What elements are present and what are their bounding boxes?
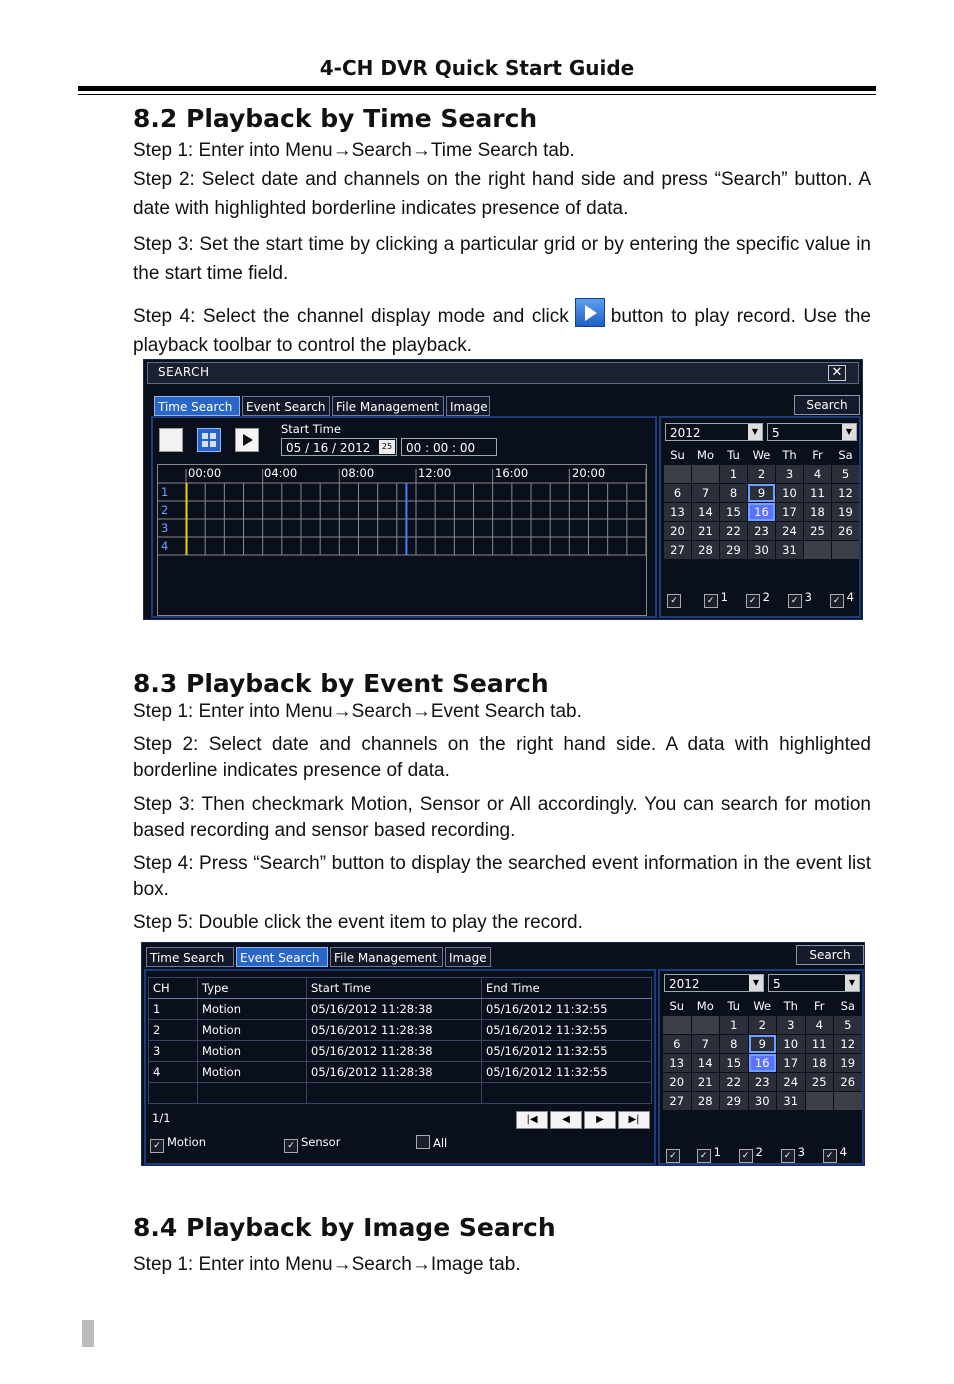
cell-end: 05/16/2012 11:32:55 bbox=[482, 999, 652, 1020]
time-search-screen bbox=[143, 359, 863, 620]
window-title: SEARCH bbox=[158, 365, 210, 379]
calendar-day[interactable]: 10 bbox=[777, 1035, 805, 1053]
weekday-header: Tu bbox=[720, 446, 747, 464]
step-4-part-b: button to play record. Use the playback toolbar to control the playback. bbox=[133, 306, 871, 356]
calendar-day[interactable]: 4 bbox=[806, 1016, 834, 1034]
channel-checkbox[interactable]: ✓ 1 bbox=[704, 590, 728, 604]
calendar-empty-cell bbox=[806, 1092, 834, 1110]
channel-checkbox-label: 3 bbox=[797, 1145, 805, 1159]
calendar-day[interactable]: 5 bbox=[834, 1016, 862, 1034]
calendar-grid bbox=[664, 446, 859, 559]
month-select[interactable] bbox=[767, 423, 857, 441]
channel-checkbox[interactable]: ✓ 3 bbox=[788, 590, 812, 604]
cell-start: 05/16/2012 11:28:38 bbox=[307, 1062, 482, 1083]
timeline-panel bbox=[151, 416, 657, 618]
calendar-empty-cell bbox=[692, 1016, 720, 1034]
motion-label: Motion bbox=[167, 1135, 206, 1149]
channel-checkbox-label: 4 bbox=[846, 590, 854, 604]
weekday-header: Th bbox=[776, 446, 803, 464]
calendar-empty-cell bbox=[692, 465, 719, 483]
chevron-down-icon: ▼ bbox=[749, 975, 763, 991]
weekday-header: We bbox=[749, 997, 777, 1015]
search-button[interactable]: Search bbox=[796, 945, 864, 965]
tab-file-management[interactable]: File Management bbox=[330, 947, 443, 967]
calendar-day[interactable]: 18 bbox=[804, 503, 831, 521]
month-select[interactable] bbox=[768, 974, 860, 992]
calendar-day[interactable]: 4 bbox=[804, 465, 831, 483]
calendar-day[interactable]: 20 bbox=[664, 522, 691, 540]
prev-page-icon[interactable]: ◀ bbox=[550, 1111, 582, 1129]
event-list-panel bbox=[144, 969, 656, 1165]
timeline-grid[interactable] bbox=[157, 464, 647, 616]
channel-checkbox-label: 2 bbox=[755, 1145, 763, 1159]
tab-file-management[interactable]: File Management bbox=[332, 396, 444, 416]
weekday-header: Tu bbox=[720, 997, 748, 1015]
play-button[interactable] bbox=[235, 428, 259, 452]
calendar-day[interactable]: 6 bbox=[664, 484, 691, 502]
start-date-value: 05 / 16 / 2012 bbox=[286, 441, 371, 455]
calendar-day[interactable]: 26 bbox=[834, 1073, 862, 1091]
calendar-day[interactable]: 8 bbox=[720, 484, 747, 502]
tab-event-search[interactable]: Event Search bbox=[242, 396, 330, 416]
cell-end: 05/16/2012 11:32:55 bbox=[482, 1062, 652, 1083]
calendar-empty-cell bbox=[832, 541, 859, 559]
calendar-panel bbox=[659, 416, 861, 618]
calendar-day[interactable]: 12 bbox=[834, 1035, 862, 1053]
calendar-day[interactable]: 28 bbox=[692, 1092, 720, 1110]
column-header: Start Time bbox=[307, 978, 482, 999]
calendar-day[interactable]: 13 bbox=[663, 1054, 691, 1072]
quad-view-icon[interactable] bbox=[197, 428, 221, 452]
step-2-text: Step 2: Select date and channels on the right hand side. A data with highlighted borderline indicates presence of data. bbox=[133, 734, 871, 781]
channel-checkbox[interactable]: ✓ 1 bbox=[697, 1145, 721, 1159]
event-search-screen bbox=[141, 942, 865, 1166]
channel-label: 4 bbox=[161, 539, 169, 553]
calendar-day[interactable]: 13 bbox=[664, 503, 691, 521]
channel-label: 2 bbox=[161, 503, 169, 517]
calendar-day[interactable]: 25 bbox=[806, 1073, 834, 1091]
weekday-header: We bbox=[748, 446, 775, 464]
header-rule bbox=[78, 86, 876, 91]
cell-end: 05/16/2012 11:32:55 bbox=[482, 1041, 652, 1062]
calendar-day[interactable]: 3 bbox=[776, 465, 803, 483]
table-row[interactable] bbox=[149, 1062, 652, 1083]
calendar-day[interactable]: 15 bbox=[720, 503, 747, 521]
calendar-day[interactable]: 21 bbox=[692, 1073, 720, 1091]
weekday-header: Th bbox=[777, 997, 805, 1015]
section-title-8-4: 8.4 Playback by Image Search bbox=[133, 1213, 556, 1242]
calendar-day[interactable]: 1 bbox=[720, 465, 747, 483]
next-page-icon[interactable]: ▶ bbox=[584, 1111, 616, 1129]
channel-checkbox[interactable]: ✓ 3 bbox=[781, 1145, 805, 1159]
calendar-day[interactable]: 19 bbox=[834, 1054, 862, 1072]
calendar-day[interactable]: 17 bbox=[777, 1054, 805, 1072]
tab-image[interactable]: Image bbox=[445, 947, 491, 967]
cell-ch: 3 bbox=[149, 1041, 198, 1062]
timeline-label: 12:00 bbox=[418, 466, 452, 480]
calendar-icon[interactable]: 25 bbox=[379, 440, 395, 454]
channel-checkboxes bbox=[667, 590, 857, 608]
calendar-day[interactable]: 23 bbox=[748, 522, 775, 540]
calendar-day[interactable]: 25 bbox=[804, 522, 831, 540]
tab-image[interactable]: Image bbox=[446, 396, 490, 416]
tab-event-search[interactable]: Event Search bbox=[236, 947, 328, 967]
start-time-field[interactable]: 00 : 00 : 00 bbox=[401, 438, 497, 456]
channel-checkbox-label: 2 bbox=[762, 590, 770, 604]
timeline-label: 08:00 bbox=[341, 466, 375, 480]
calendar-day[interactable]: 8 bbox=[720, 1035, 748, 1053]
calendar-day[interactable]: 16 bbox=[748, 503, 775, 521]
cell-type: Motion bbox=[198, 1062, 307, 1083]
calendar-day[interactable]: 16 bbox=[749, 1054, 777, 1072]
calendar-day[interactable]: 18 bbox=[806, 1054, 834, 1072]
calendar-day[interactable]: 9 bbox=[748, 484, 775, 502]
table-header-row bbox=[149, 978, 652, 999]
weekday-header: Mo bbox=[692, 997, 720, 1015]
last-page-icon[interactable]: ▶| bbox=[618, 1111, 650, 1129]
chevron-down-icon: ▼ bbox=[845, 975, 859, 991]
all-channels-checkbox[interactable]: ✓ bbox=[667, 590, 684, 604]
calendar-day[interactable]: 1 bbox=[720, 1016, 748, 1034]
first-page-icon[interactable]: |◀ bbox=[516, 1111, 548, 1129]
channel-checkbox[interactable]: ✓ 4 bbox=[830, 590, 854, 604]
step-1-text: Step 1: Enter into Menu→Search→Image tab. bbox=[133, 1254, 521, 1275]
weekday-header: Su bbox=[664, 446, 691, 464]
calendar-day[interactable]: 9 bbox=[749, 1035, 777, 1053]
calendar-day[interactable]: 23 bbox=[749, 1073, 777, 1091]
play-icon bbox=[575, 298, 605, 327]
step-4-text bbox=[133, 298, 871, 360]
weekday-header: Sa bbox=[832, 446, 859, 464]
step-1-text: Step 1: Enter into Menu→Search→Time Search tab. bbox=[133, 140, 575, 161]
calendar-day[interactable]: 30 bbox=[748, 541, 775, 559]
column-header: End Time bbox=[482, 978, 652, 999]
timeline-label: 04:00 bbox=[264, 466, 298, 480]
table-row[interactable] bbox=[149, 999, 652, 1020]
calendar-day[interactable]: 28 bbox=[692, 541, 719, 559]
month-value: 5 bbox=[772, 426, 780, 440]
calendar-day[interactable]: 30 bbox=[749, 1092, 777, 1110]
calendar-day[interactable]: 29 bbox=[720, 541, 747, 559]
column-header: Type bbox=[198, 978, 307, 999]
weekday-header: Fr bbox=[806, 997, 834, 1015]
calendar-day[interactable]: 22 bbox=[720, 1073, 748, 1091]
timeline-label: 16:00 bbox=[495, 466, 529, 480]
table-row[interactable] bbox=[149, 1020, 652, 1041]
weekday-header: Fr bbox=[804, 446, 831, 464]
calendar-day[interactable]: 29 bbox=[720, 1092, 748, 1110]
channel-checkbox-label: 4 bbox=[839, 1145, 847, 1159]
channel-label: 1 bbox=[161, 485, 169, 499]
calendar-day[interactable]: 7 bbox=[692, 1035, 720, 1053]
start-date-field[interactable] bbox=[281, 438, 397, 456]
calendar-day[interactable]: 20 bbox=[663, 1073, 691, 1091]
calendar-day[interactable]: 12 bbox=[832, 484, 859, 502]
window-titlebar bbox=[147, 362, 859, 384]
close-icon[interactable]: ✕ bbox=[828, 365, 846, 381]
calendar-day[interactable]: 5 bbox=[832, 465, 859, 483]
cell-start: 05/16/2012 11:28:38 bbox=[307, 1020, 482, 1041]
cell-ch: 1 bbox=[149, 999, 198, 1020]
channel-label: 3 bbox=[161, 521, 169, 535]
cell-type: Motion bbox=[198, 1020, 307, 1041]
channel-checkboxes bbox=[666, 1145, 860, 1163]
step-1-text: Step 1: Enter into Menu→Search→Event Search tab. bbox=[133, 701, 582, 722]
weekday-header: Su bbox=[663, 997, 691, 1015]
step-2-text: Step 2: Select date and channels on the right hand side and press “Search” button. A date with highlighted borderline indicates presence of data. bbox=[133, 169, 871, 219]
channel-checkbox-label: 1 bbox=[713, 1145, 721, 1159]
year-value: 2012 bbox=[669, 977, 700, 991]
calendar-day[interactable]: 2 bbox=[749, 1016, 777, 1034]
calendar-day[interactable]: 11 bbox=[806, 1035, 834, 1053]
header-rule-thin bbox=[78, 94, 876, 95]
calendar-day[interactable]: 24 bbox=[776, 522, 803, 540]
start-time-label: Start Time bbox=[281, 422, 341, 436]
cell-ch: 4 bbox=[149, 1062, 198, 1083]
sensor-checkbox[interactable]: ✓ Sensor bbox=[284, 1135, 340, 1153]
chevron-down-icon: ▼ bbox=[842, 424, 856, 440]
cell-start: 05/16/2012 11:28:38 bbox=[307, 999, 482, 1020]
calendar-day[interactable]: 19 bbox=[832, 503, 859, 521]
page-indicator: 1/1 bbox=[152, 1111, 171, 1125]
channel-checkbox-label: 3 bbox=[804, 590, 812, 604]
calendar-day[interactable]: 15 bbox=[720, 1054, 748, 1072]
calendar-panel bbox=[658, 969, 864, 1165]
calendar-day[interactable]: 24 bbox=[777, 1073, 805, 1091]
calendar-grid bbox=[663, 997, 862, 1110]
calendar-day[interactable]: 26 bbox=[832, 522, 859, 540]
calendar-empty-cell bbox=[804, 541, 831, 559]
calendar-day[interactable]: 14 bbox=[692, 1054, 720, 1072]
tab-time-search[interactable]: Time Search bbox=[146, 947, 234, 967]
search-button[interactable]: Search bbox=[794, 395, 860, 415]
step-5-text: Step 5: Double click the event item to play the record. bbox=[133, 912, 583, 933]
section-title-8-3: 8.3 Playback by Event Search bbox=[133, 669, 549, 698]
calendar-day[interactable]: 14 bbox=[692, 503, 719, 521]
calendar-empty-cell bbox=[663, 1016, 691, 1034]
year-select[interactable] bbox=[665, 423, 763, 441]
calendar-day[interactable]: 31 bbox=[776, 541, 803, 559]
tab-time-search[interactable]: Time Search bbox=[154, 396, 240, 416]
channel-checkbox[interactable]: ✓ 4 bbox=[823, 1145, 847, 1159]
cell-type: Motion bbox=[198, 1041, 307, 1062]
calendar-empty-cell bbox=[664, 465, 691, 483]
calendar-day[interactable]: 31 bbox=[777, 1092, 805, 1110]
step-4-text: Step 4: Press “Search” button to display the searched event information in the event list box. bbox=[133, 853, 871, 900]
sensor-label: Sensor bbox=[301, 1135, 341, 1149]
motion-checkbox[interactable]: ✓ Motion bbox=[150, 1135, 206, 1153]
cell-ch: 2 bbox=[149, 1020, 198, 1041]
calendar-day[interactable]: 22 bbox=[720, 522, 747, 540]
step-3-text: Step 3: Then checkmark Motion, Sensor or All accordingly. You can search for motion based recording and sensor based recording. bbox=[133, 794, 871, 841]
calendar-day[interactable]: 6 bbox=[663, 1035, 691, 1053]
month-value: 5 bbox=[773, 977, 781, 991]
timeline-label: 00:00 bbox=[188, 466, 222, 480]
single-view-icon[interactable] bbox=[159, 428, 183, 452]
all-label: All bbox=[433, 1136, 448, 1150]
calendar-day[interactable]: 27 bbox=[664, 541, 691, 559]
all-checkbox[interactable] bbox=[416, 1135, 447, 1150]
channel-checkbox-label: 1 bbox=[720, 590, 728, 604]
page-edge-marker bbox=[82, 1320, 94, 1347]
page-header: 4-CH DVR Quick Start Guide bbox=[319, 56, 635, 80]
timeline-label: 20:00 bbox=[572, 466, 606, 480]
event-table bbox=[148, 977, 652, 1104]
calendar-day[interactable]: 10 bbox=[776, 484, 803, 502]
year-value: 2012 bbox=[670, 426, 701, 440]
cell-type: Motion bbox=[198, 999, 307, 1020]
year-select[interactable] bbox=[664, 974, 764, 992]
calendar-day[interactable]: 17 bbox=[776, 503, 803, 521]
table-row[interactable] bbox=[149, 1041, 652, 1062]
step-3-text: Step 3: Set the start time by clicking a particular grid or by entering the specific value in the start time field. bbox=[133, 234, 871, 284]
table-row-empty bbox=[149, 1083, 652, 1104]
step-4-part-a: Step 4: Select the channel display mode and click bbox=[133, 306, 569, 327]
column-header: CH bbox=[149, 978, 198, 999]
calendar-day[interactable]: 2 bbox=[748, 465, 775, 483]
weekday-header: Mo bbox=[692, 446, 719, 464]
timeline-grid-lines bbox=[158, 465, 646, 615]
all-channels-checkbox[interactable]: ✓ bbox=[666, 1145, 683, 1159]
calendar-day[interactable]: 27 bbox=[663, 1092, 691, 1110]
calendar-day[interactable]: 3 bbox=[777, 1016, 805, 1034]
channel-checkbox[interactable]: ✓ 2 bbox=[746, 590, 770, 604]
cell-start: 05/16/2012 11:28:38 bbox=[307, 1041, 482, 1062]
weekday-header: Sa bbox=[834, 997, 862, 1015]
calendar-empty-cell bbox=[834, 1092, 862, 1110]
calendar-day[interactable]: 11 bbox=[804, 484, 831, 502]
cell-end: 05/16/2012 11:32:55 bbox=[482, 1020, 652, 1041]
calendar-day[interactable]: 21 bbox=[692, 522, 719, 540]
chevron-down-icon: ▼ bbox=[748, 424, 762, 440]
channel-checkbox[interactable]: ✓ 2 bbox=[739, 1145, 763, 1159]
calendar-day[interactable]: 7 bbox=[692, 484, 719, 502]
section-title-8-2: 8.2 Playback by Time Search bbox=[133, 104, 538, 133]
